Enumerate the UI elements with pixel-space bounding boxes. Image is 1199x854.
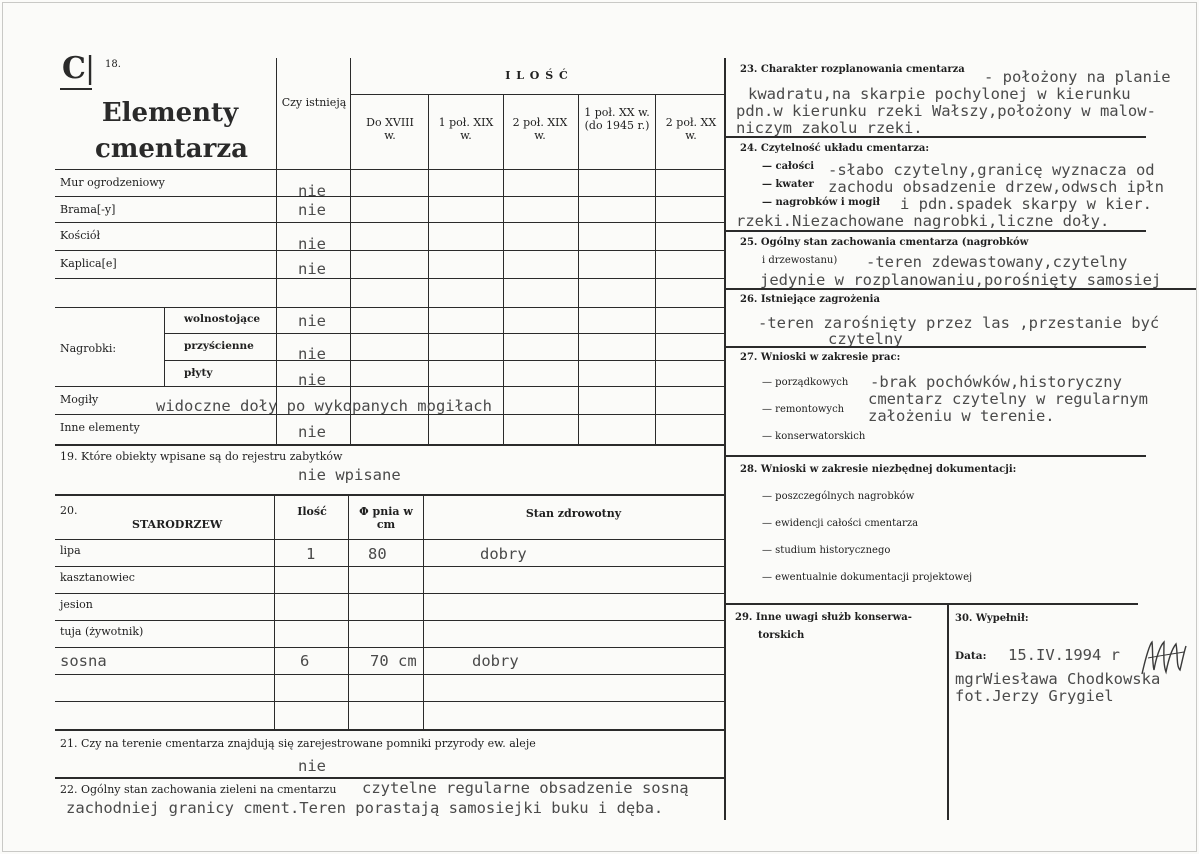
- q20-col-qty: Ilość: [297, 505, 327, 518]
- grid-line: [350, 94, 724, 95]
- grid-line: [726, 136, 1146, 138]
- tree-name-lipa: lipa: [60, 544, 81, 557]
- grid-line: [348, 494, 349, 729]
- grid-line: [55, 222, 724, 223]
- q22-answer-line2: zachodniej granicy cment.Teren porastają samosiejki buku i dęba.: [66, 799, 664, 817]
- q28-item-nagrobkow: — poszczególnych nagrobków: [762, 491, 915, 502]
- q30-author: mgrWiesława Chodkowska: [955, 670, 1161, 688]
- row-label-mogily: Mogiły: [60, 393, 99, 406]
- letter-underline: [60, 88, 92, 90]
- q27-label: 27. Wnioski w zakresie prac:: [740, 352, 901, 363]
- grid-line: [55, 593, 724, 594]
- col-header-do18: Do XVIII w.: [366, 116, 414, 142]
- grid-line: [55, 539, 724, 540]
- q30-date: 15.IV.1994 r: [1008, 646, 1120, 664]
- tree-name-kasztanowiec: kasztanowiec: [60, 571, 135, 584]
- tree-health-sosna: dobry: [472, 652, 519, 670]
- col-header-exists: Czy istnieją: [281, 96, 347, 109]
- section-number: 18.: [105, 59, 121, 70]
- grid-line: [55, 386, 724, 387]
- q23-line4: niczym zakolu rzeki.: [736, 119, 923, 137]
- q29-label-line1: 29. Inne uwagi służb konserwa-: [735, 612, 912, 623]
- value-plyty: nie: [298, 371, 326, 389]
- grid-line: [503, 94, 504, 445]
- grid-line: [726, 603, 1138, 605]
- row-label-kaplica: Kaplica[e]: [60, 257, 117, 270]
- q27-line3: założeniu w terenie.: [868, 407, 1055, 425]
- row-label-mur: Mur ogrodzeniowy: [60, 176, 165, 189]
- grid-line: [55, 620, 724, 621]
- q26-line2: czytelny: [828, 330, 903, 348]
- q25-label-line2: i drzewostanu): [762, 255, 838, 266]
- q23-label: 23. Charakter rozplanowania cmentarza: [740, 64, 965, 75]
- q25-label-line1: 25. Ogólny stan zachowania cmentarza (nagrobków: [740, 237, 1029, 248]
- q22-answer-line1: czytelne regularne obsadzenie sosną: [362, 779, 689, 797]
- q20-col-dia: Φ pnia w cm: [359, 505, 413, 531]
- q28-item-studium: — studium historycznego: [762, 545, 891, 556]
- q19-answer: nie wpisane: [298, 466, 401, 484]
- row-label-plyty: płyty: [184, 367, 213, 379]
- q21-label: 21. Czy na terenie cmentarza znajdują się zarejestrowane pomniki przyrody ew. aleje: [60, 737, 536, 750]
- q24-sub-nagrobkow: — nagrobków i mogił: [762, 197, 881, 208]
- q21-answer: nie: [298, 757, 326, 775]
- q26-label: 26. Istniejące zagrożenia: [740, 294, 880, 305]
- q20-col-name: STARODRZEW: [132, 518, 223, 531]
- col-header-20b: 2 poł. XX w.: [665, 116, 717, 142]
- q27-line2: cmentarz czytelny w regularnym: [868, 390, 1148, 408]
- q24-sub-calosci: — całości: [762, 161, 815, 172]
- grid-line: [428, 94, 429, 445]
- value-kaplica: nie: [298, 260, 326, 278]
- q23-line2: kwadratu,na skarpie pochylonej w kierunku: [748, 85, 1131, 103]
- grid-line: [55, 674, 724, 675]
- grid-line: [274, 494, 275, 729]
- grid-line: [55, 444, 724, 446]
- grid-line: [655, 94, 656, 445]
- grid-line: [55, 307, 724, 308]
- q27-sub-remontowych: — remontowych: [762, 404, 845, 415]
- value-inne: nie: [298, 423, 326, 441]
- row-label-brama: Brama[-y]: [60, 203, 116, 216]
- value-mur: nie: [298, 182, 326, 200]
- value-wolnostojace: nie: [298, 312, 326, 330]
- tree-qty-sosna: 6: [300, 652, 310, 670]
- grid-line: [55, 278, 724, 279]
- grid-line: [164, 308, 165, 386]
- grid-line: [55, 647, 724, 648]
- grid-line: [578, 94, 579, 445]
- grid-line: [55, 169, 724, 170]
- q25-line2: jedynie w rozplanowaniu,porośnięty samosiej: [760, 271, 1162, 289]
- col-header-20a: 1 poł. XX w. (do 1945 r.): [584, 106, 650, 132]
- grid-line: [55, 494, 724, 496]
- row-label-inne: Inne elementy: [60, 421, 140, 434]
- q24-line2: zachodu obsadzenie drzew,odwsch ipłn: [828, 178, 1164, 196]
- grid-line: [55, 250, 724, 251]
- tree-dia-sosna: 70 cm: [370, 652, 417, 670]
- grid-line: [164, 360, 724, 361]
- q30-photographer: fot.Jerzy Grygiel: [955, 687, 1114, 705]
- row-label-wolnostojace: wolnostojące: [184, 313, 261, 325]
- q24-label: 24. Czytelność układu cmentarza:: [740, 143, 930, 154]
- value-mogily: widoczne doły po wykopanych mogiłach: [156, 397, 492, 415]
- grid-line: [724, 58, 726, 820]
- q28-item-dokumentacji: — ewentualnie dokumentacji projektowej: [762, 572, 973, 583]
- q30-date-label: Data:: [955, 650, 987, 662]
- q22-label: 22. Ogólny stan zachowania zieleni na cmentarzu: [60, 783, 337, 796]
- q28-label: 28. Wnioski w zakresie niezbędnej dokumentacji:: [740, 464, 1017, 475]
- col-header-quantity: I L O Ś Ć: [505, 69, 569, 82]
- q24-line1: -słabo czytelny,granicę wyznacza od: [828, 161, 1155, 179]
- tree-name-sosna: sosna: [60, 652, 107, 670]
- tree-qty-lipa: 1: [306, 545, 316, 563]
- tree-name-tuja: tuja (żywotnik): [60, 625, 144, 638]
- grid-line: [726, 230, 1146, 232]
- grid-line: [55, 566, 724, 567]
- q27-sub-porzadkowych: — porządkowych: [762, 377, 849, 388]
- q27-line1: -brak pochówków,historyczny: [870, 373, 1122, 391]
- grid-line: [726, 455, 1146, 457]
- grid-line: [947, 604, 949, 820]
- q24-line3: i pdn.spadek skarpy w kier.: [900, 195, 1152, 213]
- q24-line4: rzeki.Niezachowane nagrobki,liczne doły.: [736, 212, 1110, 230]
- q25-line1: -teren zdewastowany,czytelny: [866, 253, 1128, 271]
- q27-sub-konserwatorskich: — konserwatorskich: [762, 431, 866, 442]
- value-kosciol: nie: [298, 235, 326, 253]
- row-label-nagrobki: Nagrobki:: [60, 342, 117, 355]
- section-title-line1: Elementy: [101, 98, 239, 128]
- q24-sub-kwater: — kwater: [762, 179, 814, 190]
- q29-label-line2: torskich: [758, 630, 805, 641]
- grid-line: [164, 333, 724, 334]
- q26-line1: -teren zarośnięty przez las ,przestanie być: [758, 314, 1160, 332]
- q19-label: 19. Które obiekty wpisane są do rejestru zabytków: [60, 450, 343, 463]
- q20-col-health: Stan zdrowotny: [525, 507, 622, 520]
- row-label-kosciol: Kościół: [60, 229, 101, 242]
- grid-line: [55, 196, 724, 197]
- value-przyscienne: nie: [298, 345, 326, 363]
- card-letter-bar: |: [85, 51, 96, 86]
- card-letter: C: [62, 51, 86, 86]
- grid-line: [55, 729, 724, 731]
- q23-line3: pdn.w kierunku rzeki Wałszy,położony w malow-: [736, 102, 1156, 120]
- col-header-19b: 2 poł. XIX w.: [512, 116, 568, 142]
- q28-item-ewidencji: — ewidencji całości cmentarza: [762, 518, 919, 529]
- row-label-przyscienne: przyścienne: [184, 340, 254, 352]
- grid-line: [55, 701, 724, 702]
- section-title-line2: cmentarza: [95, 134, 248, 164]
- col-header-19a: 1 poł. XIX w.: [438, 116, 494, 142]
- grid-line: [423, 494, 424, 729]
- tree-health-lipa: dobry: [480, 545, 527, 563]
- grid-line: [726, 288, 1196, 290]
- q30-label: 30. Wypełnił:: [955, 613, 1029, 624]
- q23-line1: - położony na planie: [984, 68, 1171, 86]
- grid-line: [726, 346, 1146, 348]
- tree-dia-lipa: 80: [368, 545, 387, 563]
- q20-number: 20.: [60, 504, 78, 517]
- handwritten-signature-icon: [1138, 636, 1190, 682]
- tree-name-jesion: jesion: [60, 598, 93, 611]
- value-brama: nie: [298, 201, 326, 219]
